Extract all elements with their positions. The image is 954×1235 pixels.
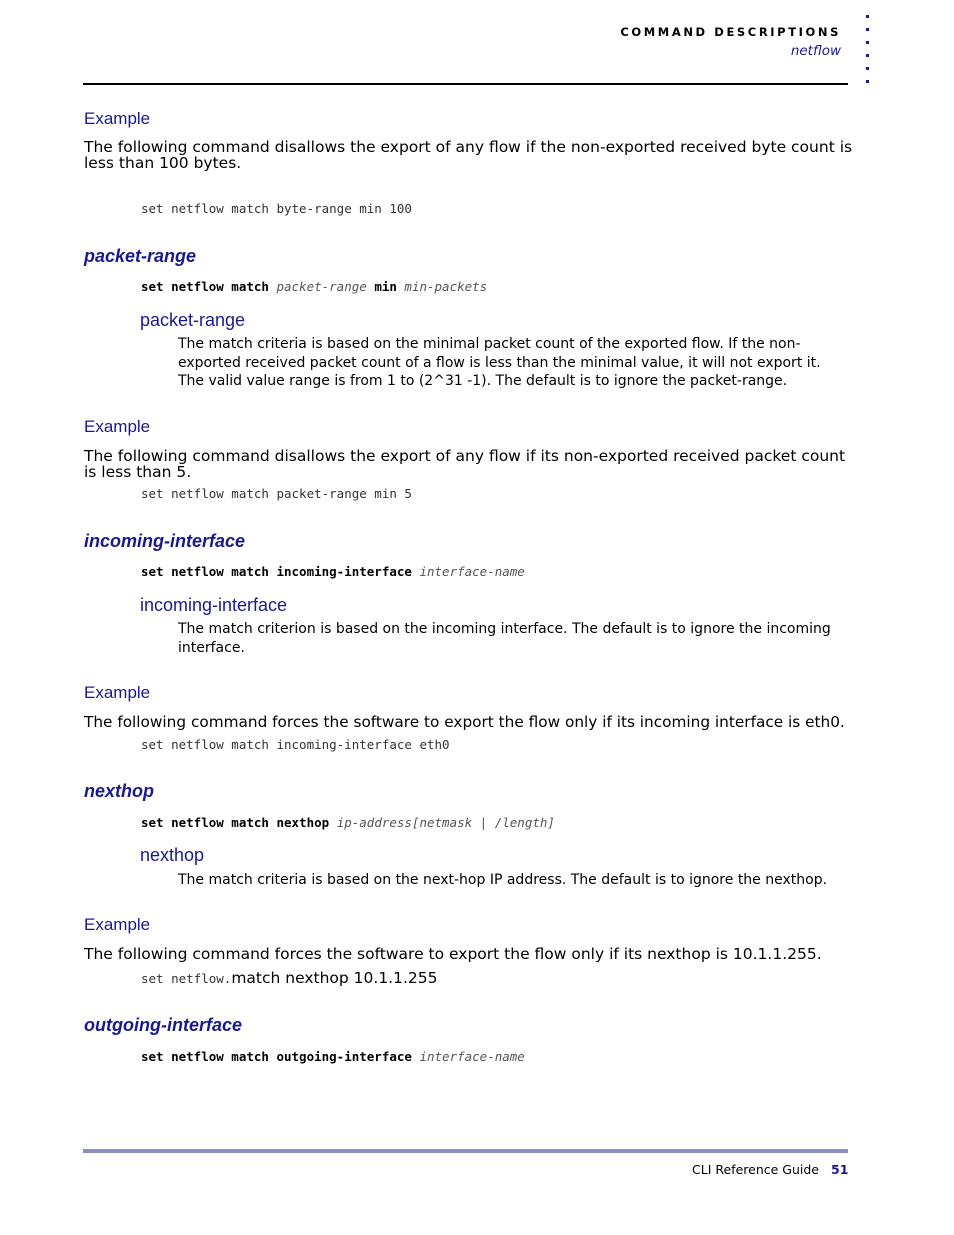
syntax-command: set netflow match incoming-interface — [141, 564, 412, 579]
example-text: The following command disallows the export of any flow if the non-exported received byte count is less than 100 bytes. — [84, 138, 853, 172]
page-number: 51 — [831, 1162, 849, 1177]
example-code: set netflow match packet-range min 5 — [141, 486, 412, 501]
example-code-mono: set netflow. — [141, 971, 232, 986]
param-description: The match criteria is based on the next-hop IP address. The default is to ignore the nexthop. — [178, 872, 828, 888]
example-heading: Example — [84, 915, 151, 934]
decorative-dots — [866, 15, 870, 93]
example-code — [141, 969, 437, 987]
section-heading-incoming-interface: incoming-interface — [84, 531, 246, 551]
syntax-nexthop — [141, 815, 555, 830]
param-description: The match criteria is based on the minimal packet count of the exported flow. If the non-exported received packet count of a flow is less than the minimal value, it will not export it. The valid value range is from 1 to (2^31 -1). The default is to ignore the packet-range. — [178, 336, 821, 390]
syntax-argument-2: min-packets — [404, 279, 488, 294]
example-heading: Example — [84, 417, 151, 436]
section-heading-outgoing-interface: outgoing-interface — [84, 1015, 242, 1035]
syntax-argument: packet-range — [276, 279, 367, 294]
param-heading-incoming-interface: incoming-interface — [140, 595, 288, 615]
footer-guide-title: CLI Reference Guide — [692, 1162, 819, 1177]
header-rule — [83, 83, 848, 85]
syntax-keyword: min — [374, 279, 397, 294]
syntax-outgoing-interface — [141, 1049, 525, 1064]
example-text: The following command forces the software to export the flow only if its nexthop is 10.1.1.255. — [84, 945, 822, 963]
syntax-argument: interface-name — [419, 564, 525, 579]
syntax-command: set netflow match nexthop — [141, 815, 330, 830]
syntax-packet-range — [141, 279, 487, 294]
syntax-command: set netflow match outgoing-interface — [141, 1049, 412, 1064]
param-description: The match criterion is based on the incoming interface. The default is to ignore the incoming interface. — [178, 621, 831, 656]
example-code-sans: match nexthop 10.1.1.255 — [231, 969, 438, 987]
example-text: The following command disallows the export of any flow if its non-exported received packet count is less than 5. — [84, 447, 846, 481]
syntax-command: set netflow match — [141, 279, 269, 294]
section-heading-packet-range: packet-range — [84, 246, 197, 266]
running-header-title: COMMAND DESCRIPTIONS — [620, 25, 841, 39]
running-header-subtitle: netflow — [790, 43, 841, 59]
param-heading-packet-range: packet-range — [140, 310, 246, 330]
example-code: set netflow match incoming-interface eth0 — [141, 737, 450, 752]
param-heading-nexthop: nexthop — [140, 845, 205, 865]
example-code: set netflow match byte-range min 100 — [141, 201, 412, 216]
section-heading-nexthop: nexthop — [84, 781, 154, 801]
example-heading: Example — [84, 683, 151, 702]
syntax-argument: interface-name — [419, 1049, 525, 1064]
syntax-incoming-interface — [141, 564, 525, 579]
example-text: The following command forces the software to export the flow only if its incoming interface is eth0. — [84, 713, 845, 731]
footer-rule — [83, 1149, 848, 1153]
syntax-argument: ip-address[netmask | /length] — [336, 815, 555, 830]
example-heading: Example — [84, 109, 151, 128]
